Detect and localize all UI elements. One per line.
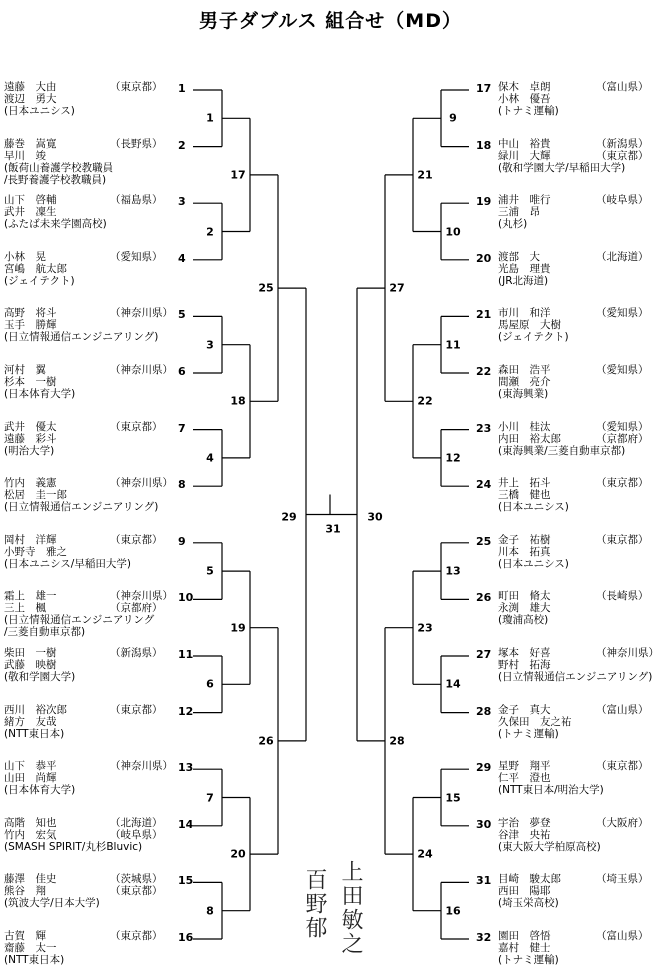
prefecture-label: （長崎県） <box>596 590 649 603</box>
draw-position-number: 4 <box>178 251 186 265</box>
match-number: 9 <box>449 111 457 125</box>
draw-position-number: 2 <box>178 138 186 152</box>
match-number: 2 <box>206 225 214 238</box>
draw-position-number: 10 <box>178 591 194 605</box>
team-name: (埼玉栄高校) <box>498 897 559 910</box>
match-number: 18 <box>230 394 246 408</box>
prefecture-label: （愛知県） <box>596 364 649 376</box>
player-name: 中山 裕貴 <box>498 137 551 150</box>
player-name: 遠藤 彩斗 <box>4 432 57 445</box>
draw-entry <box>498 477 569 513</box>
draw-entry <box>4 251 75 287</box>
draw-position-number: 31 <box>476 874 492 888</box>
draw-entry <box>4 704 67 740</box>
draw-entry <box>4 194 107 230</box>
draw-position-number: 3 <box>178 195 186 209</box>
prefecture-label: （東京都） <box>110 930 163 942</box>
player-name: 目崎 駿太郎 <box>498 873 561 886</box>
player-name: 谷津 央祐 <box>498 828 551 841</box>
draw-entry <box>4 364 75 400</box>
player-name: 宇治 夢登 <box>498 816 551 829</box>
team-name: (敬和学園大学/早稲田大学) <box>498 161 626 174</box>
team-name: (日立情報通信エンジニアリング) <box>4 331 159 344</box>
player-name: 仁平 澄也 <box>498 772 551 785</box>
player-name: 小林 晃 <box>4 250 46 263</box>
player-name: 保木 卓朗 <box>498 81 551 93</box>
prefecture-label: （東京都） <box>110 420 163 433</box>
player-name: 嘉村 健士 <box>498 942 551 954</box>
player-name: 小川 桂汰 <box>498 420 551 433</box>
player-name: 緒方 友哉 <box>4 715 57 728</box>
match-number: 3 <box>206 338 214 352</box>
player-name: 光島 理貴 <box>498 262 551 275</box>
draw-position-number: 8 <box>178 478 186 492</box>
player-name: 金子 真大 <box>498 703 551 716</box>
signature-right: 上田敏之 <box>338 860 363 956</box>
player-name: 久保田 友之祐 <box>498 715 572 728</box>
player-name: 玉手 勝輝 <box>4 319 57 332</box>
draw-entry <box>498 817 601 853</box>
prefecture-label: （愛知県） <box>596 420 649 433</box>
team-name: (日本体育大学) <box>4 784 76 797</box>
match-number: 15 <box>445 791 461 804</box>
draw-position-number: 14 <box>178 817 194 831</box>
match-number: 13 <box>445 564 461 578</box>
match-number: 14 <box>445 677 461 691</box>
draw-position-number: 29 <box>476 761 492 775</box>
draw-position-number: 19 <box>476 195 492 209</box>
team-name: (東海興業) <box>498 388 549 400</box>
player-name: 野村 拓海 <box>498 659 551 671</box>
draw-entry <box>498 81 559 117</box>
draw-entry <box>4 421 57 457</box>
player-name: 園田 啓悟 <box>498 930 551 942</box>
page-title: 男子ダブルス 組合せ（MD） <box>199 10 462 32</box>
prefecture-label: （東京都） <box>110 885 163 898</box>
match-number: 8 <box>206 904 214 918</box>
draw-position-number: 12 <box>178 704 194 718</box>
team-name: (トナミ運輸) <box>498 105 559 117</box>
team-name: (日本ユニシス) <box>4 105 75 117</box>
team-name: (ふたば未来学園高校) <box>4 218 107 231</box>
match-number: 24 <box>417 847 433 861</box>
match-number: 5 <box>206 564 214 578</box>
match-number: 10 <box>445 225 461 238</box>
team-name: (東大阪大学柏原高校) <box>498 840 601 853</box>
player-name: 井上 拓斗 <box>498 477 551 490</box>
team-name: (丸杉) <box>498 218 528 231</box>
match-number: 4 <box>206 451 214 465</box>
team-name: (日立情報通信エンジニアリング <box>4 614 155 627</box>
team-name: (日立情報通信エンジニアリング) <box>498 671 653 683</box>
prefecture-label: （東京都） <box>596 149 649 162</box>
player-name: 西田 陽耶 <box>498 885 551 898</box>
draw-position-number: 6 <box>178 365 186 378</box>
team-name: (日本ユニシス/早稲田大学) <box>4 557 131 570</box>
player-name: 高野 将斗 <box>4 307 57 320</box>
draw-entry <box>498 930 559 966</box>
prefecture-label: （神奈川県） <box>596 647 659 659</box>
prefecture-label: （埼玉県） <box>596 873 649 886</box>
player-name: 杉本 一樹 <box>4 376 57 388</box>
match-number: 11 <box>445 338 461 352</box>
player-name: 内田 裕太郎 <box>498 432 561 445</box>
draw-entry <box>4 930 64 966</box>
draw-position-number: 26 <box>476 591 492 605</box>
prefecture-label: （岐阜県） <box>596 194 649 207</box>
prefecture-label: （東京都） <box>110 533 163 546</box>
match-number: 1 <box>206 111 214 125</box>
prefecture-label: （富山県） <box>596 703 649 716</box>
prefecture-label: （愛知県） <box>596 307 649 320</box>
player-name: 町田 脩太 <box>498 590 551 603</box>
match-number: 16 <box>445 904 461 918</box>
match-number: 29 <box>281 510 297 523</box>
player-name: 渡辺 勇大 <box>4 93 57 105</box>
match-number: 26 <box>258 734 274 748</box>
prefecture-label: （新潟県） <box>110 647 163 659</box>
team-name: (東海興業/三菱自動車京都) <box>498 444 626 457</box>
prefecture-label: （東京都） <box>596 533 649 546</box>
draw-entry <box>498 590 551 626</box>
draw-position-number: 27 <box>476 648 492 661</box>
prefecture-label: （神奈川県） <box>110 364 173 376</box>
player-name: 浦井 唯行 <box>498 194 551 207</box>
player-name: 武藤 映樹 <box>4 659 57 671</box>
team-name: (NTT東日本) <box>4 954 65 966</box>
team-name: (SMASH SPIRIT/丸杉Bluvic) <box>4 840 143 853</box>
player-name: 金子 祐樹 <box>498 533 551 546</box>
prefecture-label: （長野県） <box>110 137 163 150</box>
draw-entry <box>4 760 75 796</box>
prefecture-label: （北海道） <box>110 816 163 829</box>
player-name: 藤巻 嵩寛 <box>4 137 57 150</box>
team-name: (飯荷山養護学校教職員 <box>4 161 114 174</box>
draw-entry <box>498 873 561 909</box>
match-number: 23 <box>417 621 433 635</box>
player-name: 宮嶋 航太郎 <box>4 262 67 275</box>
draw-position-number: 17 <box>476 82 492 95</box>
team-name: (NTT東日本) <box>4 727 65 740</box>
player-name: 川本 拓真 <box>498 545 551 558</box>
prefecture-label: （神奈川県） <box>110 760 173 773</box>
player-name: 武井 優太 <box>4 420 57 433</box>
player-name: 河村 翼 <box>4 364 46 376</box>
player-name: 柴田 一樹 <box>4 647 57 659</box>
team-name: (トナミ運輸) <box>498 954 559 966</box>
prefecture-label: （富山県） <box>596 81 649 93</box>
draw-position-number: 7 <box>178 421 186 435</box>
draw-entry <box>4 138 113 186</box>
team-name: (敬和学園大学) <box>4 671 76 683</box>
player-name: 松居 圭一郎 <box>4 489 67 502</box>
team-name: (瓊浦高校) <box>498 614 549 627</box>
draw-position-number: 24 <box>476 478 492 492</box>
draw-entry <box>4 647 75 683</box>
player-name: 山下 啓輔 <box>4 194 57 207</box>
player-name: 三浦 昂 <box>498 206 540 219</box>
player-name: 馬屋原 大樹 <box>498 319 561 332</box>
team-name: (明治大学) <box>4 444 55 457</box>
draw-position-number: 32 <box>476 931 492 944</box>
prefecture-label: （富山県） <box>596 930 649 942</box>
player-name: 森田 浩平 <box>498 364 551 376</box>
player-name: 三上 楓 <box>4 602 46 615</box>
player-name: 齋藤 太一 <box>4 942 57 954</box>
player-name: 緑川 大輝 <box>498 149 551 162</box>
prefecture-label: （東京都） <box>596 760 649 773</box>
draw-position-number: 5 <box>178 308 186 322</box>
prefecture-label: （岐阜県） <box>110 828 163 841</box>
team-name: (ジェイテクト) <box>4 274 75 287</box>
draw-entry <box>4 873 100 909</box>
team-name: (日本体育大学) <box>4 388 76 400</box>
match-number: 19 <box>230 621 246 635</box>
draw-position-number: 18 <box>476 138 492 152</box>
signature-handwriting <box>293 858 373 970</box>
prefecture-label: （神奈川県） <box>110 477 173 490</box>
draw-position-number: 11 <box>178 648 194 661</box>
match-number: 7 <box>206 791 214 804</box>
signature-left: 百野郁 <box>302 868 327 940</box>
prefecture-label: （神奈川県） <box>110 307 173 320</box>
draw-position-number: 22 <box>476 365 492 378</box>
team-name: /三菱自動車京都) <box>4 626 86 639</box>
draw-position-number: 23 <box>476 421 492 435</box>
match-number: 28 <box>389 734 405 748</box>
player-name: 小野寺 雅之 <box>4 545 67 558</box>
player-name: 永渕 雄大 <box>498 602 551 615</box>
prefecture-label: （福島県） <box>110 194 163 207</box>
player-name: 小林 優吾 <box>498 93 551 105</box>
player-name: 岡村 洋輝 <box>4 533 57 546</box>
prefecture-label: （東京都） <box>596 477 649 490</box>
prefecture-label: （北海道） <box>596 250 649 263</box>
draw-entry <box>498 704 572 740</box>
match-number: 6 <box>206 677 214 691</box>
match-number: 25 <box>258 281 274 295</box>
team-name: (JR北海道) <box>498 274 549 287</box>
team-name: /長野養護学校教職員) <box>4 173 107 186</box>
draw-entry <box>498 251 551 287</box>
draw-entry <box>4 81 75 117</box>
match-number: 30 <box>367 510 383 523</box>
player-name: 市川 和洋 <box>498 307 551 320</box>
team-name: (ジェイテクト) <box>498 331 569 344</box>
player-name: 西川 裕次郎 <box>4 703 67 716</box>
player-name: 星野 翔平 <box>498 760 551 773</box>
team-name: (日立情報通信エンジニアリング) <box>4 501 159 514</box>
player-name: 山田 尚輝 <box>4 772 57 785</box>
draw-position-number: 25 <box>476 534 492 548</box>
prefecture-label: （新潟県） <box>596 137 649 150</box>
player-name: 三橋 健也 <box>498 489 551 502</box>
player-name: 遠藤 大由 <box>4 81 57 93</box>
draw-position-number: 20 <box>476 251 492 265</box>
match-number: 22 <box>417 394 433 408</box>
player-name: 藤澤 佳史 <box>4 873 57 886</box>
draw-position-number: 1 <box>178 82 186 95</box>
player-name: 武井 凜生 <box>4 206 57 219</box>
team-name: (筑波大学/日本大学) <box>4 897 100 910</box>
prefecture-label: （東京都） <box>110 703 163 716</box>
player-name: 間瀬 亮介 <box>498 376 551 388</box>
team-name: (日本ユニシス) <box>498 501 569 514</box>
prefecture-label: （愛知県） <box>110 250 163 263</box>
draw-entry <box>498 364 551 400</box>
draw-position-number: 9 <box>178 534 186 548</box>
draw-entry <box>498 307 569 343</box>
prefecture-label: （京都府） <box>596 432 649 445</box>
player-name: 熊谷 翔 <box>4 885 46 898</box>
draw-position-number: 16 <box>178 931 194 944</box>
player-name: 渡部 大 <box>498 250 540 263</box>
prefecture-label: （東京都） <box>110 81 163 93</box>
player-name: 古賀 輝 <box>4 930 46 942</box>
draw-position-number: 28 <box>476 704 492 718</box>
draw-position-number: 13 <box>178 761 194 775</box>
draw-position-number: 15 <box>178 874 194 888</box>
draw-position-number: 21 <box>476 308 492 322</box>
team-name: (トナミ運輸) <box>498 727 559 740</box>
team-name: (NTT東日本/明治大学) <box>498 784 604 797</box>
player-name: 高階 知也 <box>4 816 57 829</box>
draw-entry <box>498 760 604 796</box>
player-name: 塚本 好喜 <box>498 647 551 659</box>
prefecture-label: （大阪府） <box>596 816 649 829</box>
player-name: 竹内 宏気 <box>4 828 57 841</box>
prefecture-label: （京都府） <box>110 602 163 615</box>
draw-position-number: 30 <box>476 817 492 831</box>
match-number: 20 <box>230 847 246 861</box>
match-number: 21 <box>417 168 433 182</box>
prefecture-label: （神奈川県） <box>110 590 173 603</box>
prefecture-label: （茨城県） <box>110 873 163 886</box>
draw-entry <box>498 534 569 570</box>
player-name: 霜上 雄一 <box>4 590 57 603</box>
player-name: 山下 恭平 <box>4 760 57 773</box>
match-number: 27 <box>389 281 405 295</box>
match-number: 12 <box>445 451 461 465</box>
draw-entry <box>498 194 551 230</box>
match-number: 17 <box>230 168 246 182</box>
match-number: 31 <box>325 522 341 535</box>
player-name: 竹内 義憲 <box>4 477 57 490</box>
team-name: (日本ユニシス) <box>498 557 569 570</box>
player-name: 早川 竣 <box>4 149 46 162</box>
